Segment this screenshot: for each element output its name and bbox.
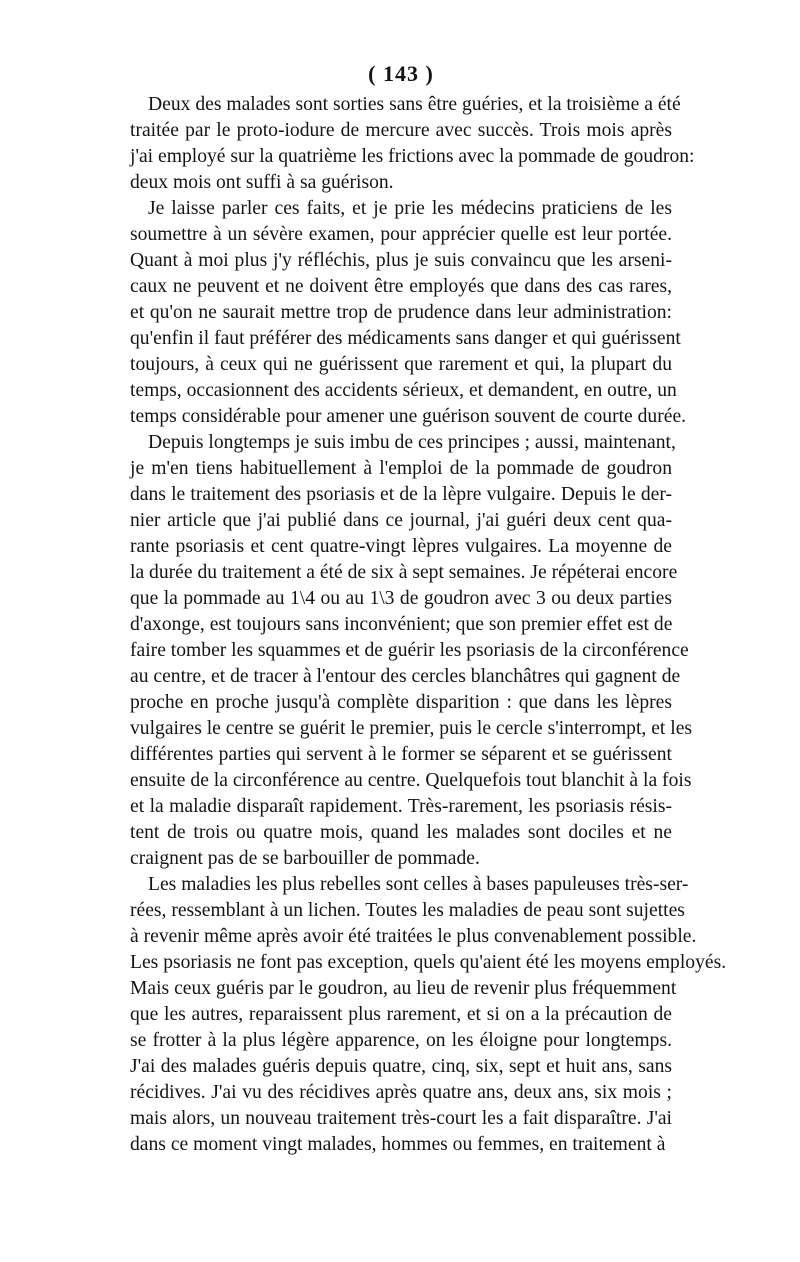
- text-line: que les autres, reparaissent plus rarement, et si on a la précaution de: [130, 1004, 672, 1025]
- text-line: Je laisse parler ces faits, et je prie les médecins praticiens de les: [148, 198, 672, 219]
- body-text: [130, 92, 727, 1158]
- text-line: ensuite de la circonférence au centre. Quelquefois tout blanchit à la fois: [130, 770, 692, 791]
- text-line: Deux des malades sont sorties sans être guéries, et la troisième a été: [148, 94, 681, 115]
- text-line: caux ne peuvent et ne doivent être employés que dans des cas rares,: [130, 276, 672, 297]
- text-line: dans le traitement des psoriasis et de la lèpre vulgaire. Depuis le der-: [130, 484, 672, 505]
- text-line: faire tomber les squammes et de guérir les psoriasis de la circonférence: [130, 640, 689, 661]
- text-line: d'axonge, est toujours sans inconvénient; que son premier effet est de: [130, 614, 673, 635]
- text-line: craignent pas de se barbouiller de pommade.: [130, 848, 480, 869]
- text-line: Quant à moi plus j'y réfléchis, plus je suis convaincu que les arseni-: [130, 250, 672, 271]
- text-line: J'ai des malades guéris depuis quatre, cinq, six, sept et huit ans, sans: [130, 1056, 672, 1077]
- text-line: que la pommade au 1\4 ou au 1\3 de goudron avec 3 ou deux parties: [130, 588, 672, 609]
- text-line: vulgaires le centre se guérit le premier, puis le cercle s'interrompt, et les: [130, 718, 693, 739]
- text-line: rées, ressemblant à un lichen. Toutes les maladies de peau sont sujettes: [130, 900, 685, 921]
- text-line: je m'en tiens habituellement à l'emploi de la pommade de goudron: [130, 458, 672, 479]
- text-line: au centre, et de tracer à l'entour des cercles blanchâtres qui gagnent de: [130, 666, 681, 687]
- text-line: à revenir même après avoir été traitées le plus convenablement possible.: [130, 926, 697, 947]
- text-line: Les psoriasis ne font pas exception, quels qu'aient été les moyens employés.: [130, 952, 727, 973]
- paragraph: [130, 872, 727, 1158]
- text-line: dans ce moment vingt malades, hommes ou femmes, en traitement à: [130, 1134, 666, 1155]
- text-line: deux mois ont suffi à sa guérison.: [130, 172, 394, 193]
- text-line: récidives. J'ai vu des récidives après quatre ans, deux ans, six mois ;: [130, 1082, 672, 1103]
- text-line: Les maladies les plus rebelles sont celles à bases papuleuses très-ser-: [148, 874, 689, 895]
- text-line: Depuis longtemps je suis imbu de ces principes ; aussi, maintenant,: [148, 432, 676, 453]
- text-line: soumettre à un sévère examen, pour apprécier quelle est leur portée.: [130, 224, 672, 245]
- text-line: qu'enfin il faut préférer des médicaments sans danger et qui guérissent: [130, 328, 681, 349]
- text-line: traitée par le proto-iodure de mercure avec succès. Trois mois après: [130, 120, 672, 141]
- text-line: se frotter à la plus légère apparence, on les éloigne pour longtemps.: [130, 1030, 672, 1051]
- text-line: la durée du traitement a été de six à sept semaines. Je répéterai encore: [130, 562, 678, 583]
- text-line: toujours, à ceux qui ne guérissent que rarement et qui, la plupart du: [130, 354, 672, 375]
- text-line: temps, occasionnent des accidents sérieux, et demandent, en outre, un: [130, 380, 677, 401]
- text-line: proche en proche jusqu'à complète disparition : que dans les lèpres: [130, 692, 672, 713]
- text-line: temps considérable pour amener une guérison souvent de courte durée.: [130, 406, 687, 427]
- page-number: ( 143 ): [368, 61, 434, 86]
- text-line: et qu'on ne saurait mettre trop de prudence dans leur administration:: [130, 302, 672, 323]
- paragraph: [130, 430, 693, 872]
- text-line: et la maladie disparaît rapidement. Très-rarement, les psoriasis résis-: [130, 796, 672, 817]
- paragraph: [130, 92, 695, 196]
- text-line: tent de trois ou quatre mois, quand les malades sont dociles et ne: [130, 822, 672, 843]
- text-line: Mais ceux guéris par le goudron, au lieu de revenir plus fréquemment: [130, 978, 677, 999]
- text-line: mais alors, un nouveau traitement très-court les a fait disparaître. J'ai: [130, 1108, 672, 1129]
- paragraph: [130, 196, 687, 430]
- text-line: rante psoriasis et cent quatre-vingt lèpres vulgaires. La moyenne de: [130, 536, 672, 557]
- text-line: différentes parties qui servent à le former se séparent et se guérissent: [130, 744, 672, 765]
- book-page: [130, 56, 727, 1158]
- text-line: nier article que j'ai publié dans ce journal, j'ai guéri deux cent qua-: [130, 510, 672, 531]
- text-line: j'ai employé sur la quatrième les frictions avec la pommade de goudron:: [130, 146, 695, 167]
